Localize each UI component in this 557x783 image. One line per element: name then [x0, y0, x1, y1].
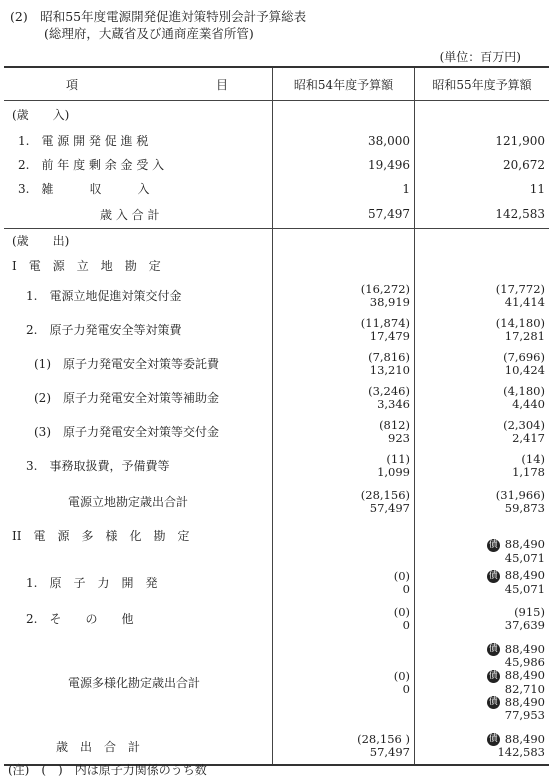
bond-marker-icon: 債: [488, 697, 498, 708]
row-label: 2. 原子力発電安全等対策費: [26, 323, 182, 337]
table-row: [4, 279, 549, 313]
table-row: [4, 449, 549, 483]
header-item: [4, 67, 273, 101]
row-fy54: (16,272) 38,919: [273, 279, 415, 313]
bond-marker-icon: 債: [488, 670, 498, 681]
row-label: 3. 雑 収 入: [18, 182, 150, 196]
account1-heading-row: [4, 253, 549, 279]
revenue-heading-row: [4, 101, 549, 129]
header-fy55: 昭和55年度予算額: [415, 67, 550, 101]
revenue-heading: (歳 入): [12, 108, 70, 123]
row-fy54: (11) 1,099: [273, 449, 415, 483]
account2-heading-fy55: 債 88,490 45,071: [415, 521, 550, 565]
row-fy54: (3,246) 3,346: [273, 381, 415, 415]
revenue-total-label: 歳 入 合 計: [4, 201, 273, 229]
row-label: (1) 原子力発電安全対策等委託費: [34, 357, 219, 371]
row-label: (3) 原子力発電安全対策等交付金: [34, 425, 219, 439]
table-row: [4, 177, 549, 201]
table-row: [4, 415, 549, 449]
table-row: [4, 601, 549, 637]
document-title: (2) 昭和55年度電源開発促進対策特別会計予算総表: [10, 9, 307, 24]
grand-total-label: 歳 出 合 計: [4, 729, 273, 765]
account2-total-fy55: 債 88,490 45,986 債 88,490 82,710 債 88,490 77,953: [415, 637, 550, 729]
grand-total-fy54: (28,156 ) 57,497: [273, 729, 415, 765]
row-fy54: (0) 0: [273, 565, 415, 601]
revenue-total-fy55: 142,583: [415, 201, 550, 229]
row-fy54: 1: [273, 177, 415, 201]
account1-total-fy54: (28,156) 57,497: [273, 483, 415, 521]
row-label: 1. 電源立地促進対策交付金: [26, 289, 182, 303]
expenditure-heading: (歳 出): [12, 234, 70, 249]
header-fy54: 昭和54年度予算額: [273, 67, 415, 101]
header-item-label: 項: [66, 77, 79, 92]
row-fy54: (0) 0: [273, 601, 415, 637]
table-header-row: [4, 67, 549, 101]
row-label: 2. そ の 他: [26, 612, 134, 626]
row-fy55: (14) 1,178: [415, 449, 550, 483]
account2-total-label: 電源多様化勘定歳出合計: [68, 676, 201, 690]
bond-marker-icon: 債: [488, 570, 498, 581]
bond-marker-icon: 債: [488, 539, 498, 550]
account1-total-row: [4, 483, 549, 521]
account1-total-label: 電源立地勘定歳出合計: [68, 495, 189, 509]
row-fy55: (4,180) 4,440: [415, 381, 550, 415]
account1-total-fy55: (31,966) 59,873: [415, 483, 550, 521]
row-fy54: 38,000: [273, 129, 415, 153]
revenue-total-fy54: 57,497: [273, 201, 415, 229]
budget-table: [4, 66, 549, 766]
account2-heading: II 電 源 多 様 化 勘 定: [12, 528, 190, 543]
row-fy54: (11,874) 17,479: [273, 313, 415, 347]
footnote: (注) ( ) 内は原子力関係のうち数: [8, 763, 207, 777]
table-row: [4, 565, 549, 601]
table-row: [4, 381, 549, 415]
table-row: [4, 129, 549, 153]
row-fy55: (915) 37,639: [415, 601, 550, 637]
row-fy54: 19,496: [273, 153, 415, 177]
revenue-total-row: [4, 201, 549, 229]
header-moku-label: 目: [215, 77, 228, 92]
table-row: [4, 313, 549, 347]
grand-total-row: [4, 729, 549, 765]
account2-heading-row: [4, 521, 549, 565]
bond-marker-icon: 債: [488, 734, 498, 745]
account2-total-row: [4, 637, 549, 729]
row-label: 2. 前 年 度 剰 余 金 受 入: [18, 158, 165, 172]
bond-marker-icon: 債: [488, 644, 498, 655]
row-fy55: 11: [415, 177, 550, 201]
expenditure-heading-row: [4, 229, 549, 253]
row-label: 1. 原 子 力 開 発: [26, 576, 158, 590]
row-fy55: (2,304) 2,417: [415, 415, 550, 449]
account1-heading: I 電 源 立 地 勘 定: [12, 259, 161, 273]
row-fy54: (7,816) 13,210: [273, 347, 415, 381]
row-fy55: (17,772) 41,414: [415, 279, 550, 313]
row-fy55: 20,672: [415, 153, 550, 177]
row-fy55: 121,900: [415, 129, 550, 153]
account2-total-fy54: (0) 0: [273, 637, 415, 729]
row-label: 3. 事務取扱費，予備費等: [26, 459, 170, 473]
table-row: [4, 153, 549, 177]
document-subtitle: (総理府，大蔵省及び通商産業省所管): [44, 26, 254, 41]
unit-label: (単位：百万円): [439, 50, 521, 64]
row-label: (2) 原子力発電安全対策等補助金: [34, 391, 219, 405]
row-fy54: (812) 923: [273, 415, 415, 449]
row-fy55: (7,696) 10,424: [415, 347, 550, 381]
grand-total-fy55: 債 88,490 142,583: [415, 729, 550, 765]
table-row: [4, 347, 549, 381]
row-label: 1. 電 源 開 発 促 進 税: [18, 134, 149, 148]
row-fy55: (14,180) 17,281: [415, 313, 550, 347]
row-fy55: 債 88,490 45,071: [415, 565, 550, 601]
